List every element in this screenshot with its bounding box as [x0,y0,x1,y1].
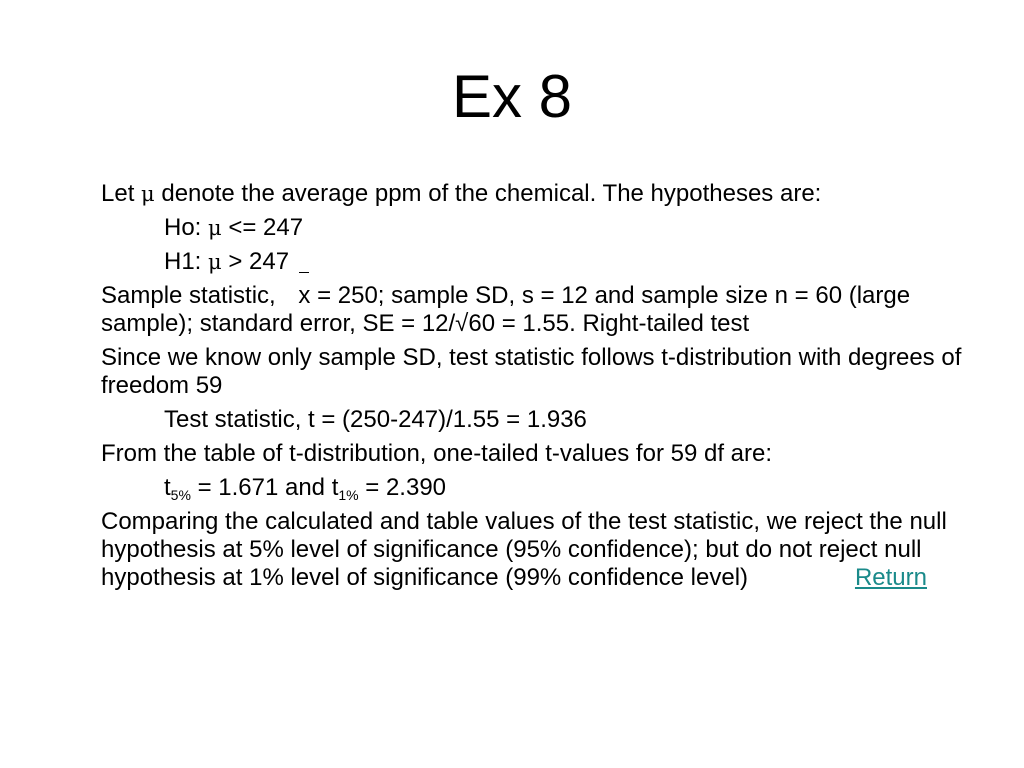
let-suffix: denote the average ppm of the chemical. The hypotheses are: [154,180,822,207]
return-link[interactable]: Return [854,564,927,591]
test-statistic-line: Test statistic, t = (250-247)/1.55 = 1.936 [164,406,587,433]
h1-label: H1: [164,248,209,275]
intro-line [101,180,971,208]
t-values-line [101,474,971,502]
sample-prefix: Sample statistic, [101,282,276,309]
h1-relation: > 247 [221,248,290,275]
slide-body [101,180,971,598]
sample-statistic-paragraph [101,282,971,338]
t-symbol: t [164,474,171,501]
conclusion-text: Comparing the calculated and table values of the test statistic, we reject the null hypothesis at 5% level of significance (95% confidence); but do not reject null hypothesis at 1% level of significance (99% confidence level) [101,508,947,591]
t5-value: = 1.671 and t [190,474,339,501]
mu-symbol: μ [141,182,155,206]
mu-symbol: μ [208,250,222,274]
since-paragraph: Since we know only sample SD, test statistic follows t-distribution with degrees of freedom 59 [101,344,962,399]
t1-value: = 2.390 [358,474,447,501]
ho-label: Ho: [164,214,209,241]
sample-text: = 250; sample SD, s = 12 and sample size n = 60 (large sample); standard error, SE = 12/√60 = 1.55. Right-tailed test [101,282,911,337]
t5-subscript: 5% [170,487,191,503]
null-hypothesis [101,214,971,242]
conclusion-paragraph [101,508,971,592]
alt-hypothesis [101,248,971,276]
ho-relation: <= 247 [221,214,304,241]
mu-symbol: μ [208,216,222,240]
t1-subscript: 1% [338,487,359,503]
xbar-symbol: x [298,282,311,309]
slide-title: Ex 8 [451,63,573,130]
let-prefix: Let [101,180,142,207]
table-paragraph: From the table of t-distribution, one-tailed t-values for 59 df are: [101,440,773,467]
